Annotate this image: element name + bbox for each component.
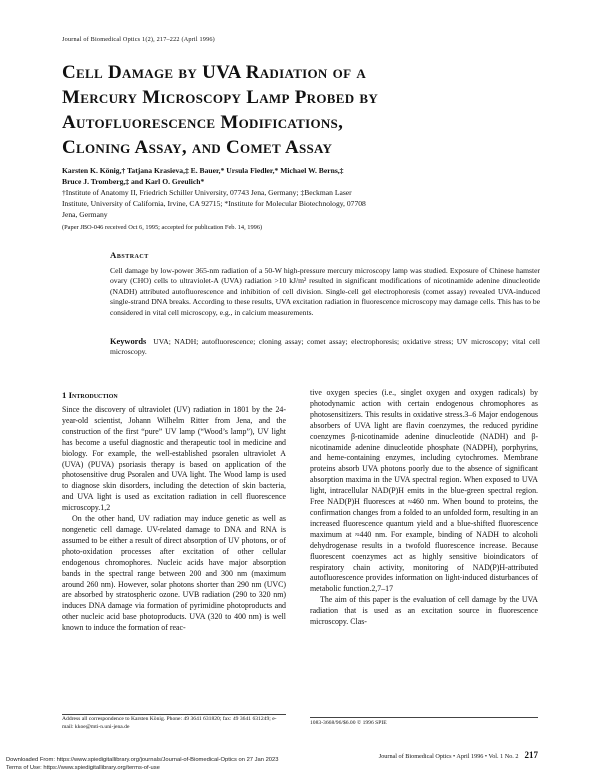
running-foot [310, 750, 538, 760]
abstract-text: Cell damage by low-power 365-nm radiation of a 50-W high-pressure mercury microscopy lamp was studied. Exposure of Chinese hamster ovary (CHO) cells to ultraviolet-A (UVA) radiation >10 kJ/m² resulted in significant modifications of nicotinamide adenine dinucleotide (NADH) attributed autofluorescence and inhibition of cell division. Single-cell gel electrophoresis (comet assay) revealed UVA-induced single-strand DNA breaks. According to these results, UVA excitation radiation in fluorescence microscopy may damage cells. This has to be considered in vital cell microscopy, e.g., in calcium measurements. [110, 266, 540, 317]
paragraph: On the other hand, UV radiation may induce genetic as well as nongenetic cell damage. UV-related damage to DNA and RNA is assumed to be either a result of direct absorption of UV photons, or of photo-oxidation processes after excitation of other cellular endogenous chromophores. Nucleic acids have major absorption bands in the spectral range between 200 and 300 nm (maximum around 260 nm). However, solar photons shorter than 290 nm (UVC) are absorbed by stratospheric ozone. UVB radiation (290 to 320 nm) induces DNA damage via formation of pyrimidine photoproducts and other nucleic acid base photoproducts. UVA (320 to 400 nm) is well known to induce the formation of reac- [62, 514, 286, 633]
right-column [310, 388, 538, 628]
download-notice [6, 757, 278, 772]
running-foot-text: Journal of Biomedical Optics • April 1996 • Vol. 1 No. 2 [378, 753, 519, 760]
author-line: Bruce J. Tromberg,‡ and Karl O. Greulich* [62, 176, 205, 186]
page-number: 217 [524, 750, 538, 760]
affiliation-line: †Institute of Anatomy II, Friedrich Schiller University, 07743 Jena, Germany; ‡Beckman Laser [62, 188, 352, 197]
issn-line: 1083-3668/96/$6.00 © 1996 SPIE [310, 720, 387, 726]
terms-link[interactable]: Terms of Use: https://www.spiedigitallibrary.org/terms-of-use [6, 764, 160, 771]
received-date: (Paper JBO-046 received Oct 6, 1995; accepted for publication Feb. 14, 1996) [62, 224, 263, 231]
left-column [62, 405, 286, 634]
keywords [110, 337, 540, 358]
keywords-label: Keywords [110, 337, 147, 346]
paragraph: tive oxygen species (i.e., singlet oxygen and oxygen radicals) by photodynamic action with certain endogenous chromophores as photosensitizers. This results in oxidative stress.3–6 Major endogenous absorbers of UVA light are flavin coenzymes, the reduced pyridine coenzymes β-nicotinamide adenine dinucleotide (NADH) and β-nicotinamide adenine dinucleotide phosphate (NADPH), porphyrins, and heme-containing enzymes, including cytochromes. Membrane proteins absorb UVA photons poorly due to the absence of significant absorption maxima in the UVA spectral region. When exposed to UVA light, intracellular NAD(P)H emits in the blue-green spectral region. Free NAD(P)H fluoresces at ≈460 nm. When bound to proteins, the confirmation changes from a folded to an unfolded form, resulting in an increased fluorescence quantum yield and a blue-shifted fluorescence maximum at ≈440 nm. For example, binding of NADH to alcoholi dehydrogenase results in a twofold fluorescence increase. Because fluorescent coenzymes act as highly sensitive bioindicators of respiratory chain activity, monitoring of NAD(P)H-attributed autofluorescence provides information on light-induced disturbances of metabolic function.2,7–17 [310, 388, 538, 594]
title-line: Cloning Assay, and Comet Assay [62, 137, 333, 158]
correspondence-footnote: Address all correspondence to Karsten König. Phone: 49 3641 631820; fax: 49 3641 631249; e-mail: kkoe@mti-n.uni-jena.de [62, 716, 277, 730]
title-line: Mercury Microscopy Lamp Probed by [62, 87, 379, 108]
abstract-heading: Abstract [110, 250, 149, 260]
affiliation-line: Jena, Germany [62, 209, 108, 219]
affiliation-line: Institute, University of California, Irvine, CA 92715; *Institute for Molecular Biotechnology, 07708 [62, 198, 366, 208]
affiliations [62, 188, 542, 220]
title-line: Autofluorescence Modifications, [62, 112, 344, 133]
paragraph: Since the discovery of ultraviolet (UV) radiation in 1801 by the 24-year-old scientist, Johann Wilhelm Ritter from Jena, and the construction of the first “pure” UV lamp (“Wood’s lamp”), UV light has become a useful diagnostic and therapeutic tool in medicine and biology. For example, the well-established psoralen ultraviolet A (UVA) (PUVA) psoriasis therapy is based on application of the photosensitive drug Psoralen and UVA light. The Wood lamp is used to diagnose skin disorders, including the detection of skin bacteria, and UVA light is used as excitation radiation in cell fluorescence microscopy.1,2 [62, 405, 286, 513]
footnote-rule [310, 717, 538, 718]
author-list [62, 166, 542, 188]
footnote-rule [62, 714, 286, 715]
title-line: Cell Damage by UVA Radiation of a [62, 62, 367, 83]
article-title [62, 60, 542, 160]
keywords-text: UVA; NADH; autofluorescence; cloning assay; comet assay; electrophoresis; oxidative stress; UV microscopy; vital cell microscopy. [110, 337, 541, 357]
running-head: Journal of Biomedical Optics 1(2), 217–222 (April 1996) [62, 36, 215, 43]
paragraph: The aim of this paper is the evaluation of cell damage by the UVA radiation that is used as an excitation source in fluorescence microscopy. Clas- [310, 595, 538, 627]
section-heading: 1 Introduction [62, 390, 118, 400]
download-link[interactable]: Downloaded From: https://www.spiedigitallibrary.org/journals/Journal-of-Biomedical-Optics on 27 Jan 2023 [6, 757, 279, 763]
author-line: Karsten K. König,† Tatjana Krasieva,‡ E. Bauer,* Ursula Fiedler,* Michael W. Berns,‡ [62, 166, 344, 175]
